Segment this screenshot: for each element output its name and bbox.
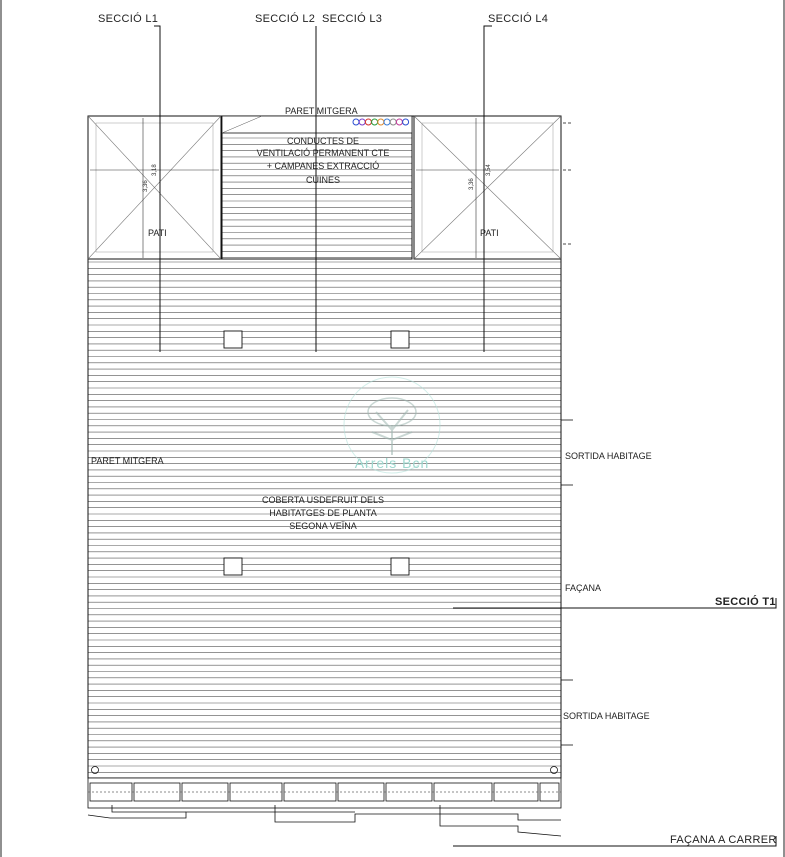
svg-text:+ CAMPANES EXTRACCIÓ: + CAMPANES EXTRACCIÓ [266, 161, 380, 171]
street-facade-label: FAÇANA A CARRER [670, 834, 777, 846]
skylight [391, 558, 409, 575]
facade-ticks [561, 123, 573, 745]
section-label-l1: SECCIÓ L1 [98, 13, 159, 25]
street-facade-balconies [88, 767, 561, 837]
section-label-l2: SECCIÓ L2 [255, 13, 316, 25]
duct-circles [353, 119, 409, 125]
svg-text:SEGONA VEÏNA: SEGONA VEÏNA [289, 521, 357, 531]
dimension-label: 3,54 [486, 164, 492, 176]
facade-label: FAÇANA [565, 583, 602, 593]
skylight [224, 558, 242, 575]
svg-text:VENTILACIÓ PERMANENT CTE: VENTILACIÓ PERMANENT CTE [256, 148, 390, 158]
duct-circle [403, 119, 409, 125]
svg-text:HABITATGES DE PLANTA: HABITATGES DE PLANTA [269, 508, 377, 518]
party-wall-left-label: PARET MITGERA [91, 456, 164, 466]
svg-text:COBERTA USDEFRUIT DELS: COBERTA USDEFRUIT DELS [261, 495, 385, 505]
duct-circle [390, 119, 396, 125]
dimension-label: 3,36 [143, 180, 149, 192]
ventilation-note [257, 136, 390, 185]
dimension-label: 3,18 [152, 164, 158, 176]
dimension-label: 3,36 [469, 178, 475, 190]
section-label-l4: SECCIÓ L4 [488, 13, 549, 25]
duct-circle [396, 119, 402, 125]
exit-label-lower: SORTIDA HABITAGE [563, 711, 650, 721]
skylight [224, 331, 242, 348]
duct-circle [365, 119, 371, 125]
party-wall-top-label: PARET MITGERA [285, 106, 358, 116]
exit-label-upper: SORTIDA HABITAGE [565, 451, 652, 461]
svg-text:CONDUCTES DE: CONDUCTES DE [286, 136, 360, 146]
patio-right-label: PATI [480, 228, 499, 238]
section-label-l3: SECCIÓ L3 [322, 13, 383, 25]
section-label-t1: SECCIÓ T1 [715, 596, 776, 608]
patio-left-label: PATI [148, 228, 167, 238]
duct-circle [353, 119, 359, 125]
roof-use-note [262, 495, 384, 531]
watermark-text: Arrels Bcn [354, 455, 430, 471]
duct-circle [359, 119, 365, 125]
duct-circle [384, 119, 390, 125]
skylight [391, 331, 409, 348]
duct-circle [378, 119, 384, 125]
duct-circle [372, 119, 378, 125]
svg-text:CUINES: CUINES [305, 175, 341, 185]
party-wall-strip [222, 116, 412, 133]
